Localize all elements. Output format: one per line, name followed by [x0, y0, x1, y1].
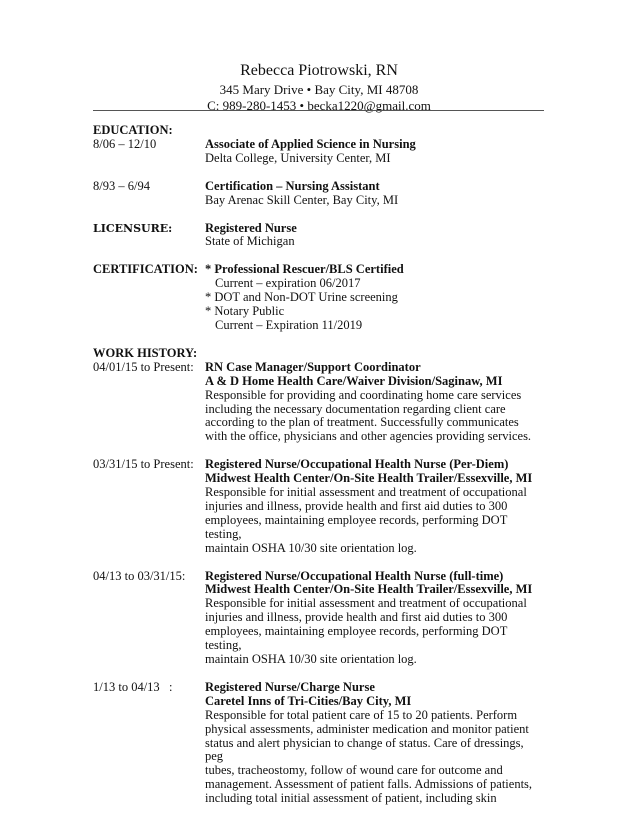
license-place: State of Michigan	[205, 234, 295, 249]
job-desc-line: according to the plan of treatment. Successfully communicates	[205, 415, 519, 430]
job-title: Registered Nurse/Occupational Health Nurse (Per-Diem)	[205, 457, 509, 472]
licensure-heading: LICENSURE:	[93, 221, 173, 235]
job-entry	[93, 570, 544, 667]
entry-place: Delta College, University Center, MI	[205, 150, 391, 165]
job-desc-line: Responsible for providing and coordinating home care services	[205, 387, 522, 402]
job-desc-line: maintain OSHA 10/30 site orientation log.	[205, 652, 417, 666]
job-entry	[93, 681, 544, 806]
entry-dates: 8/06 – 12/10	[93, 136, 157, 151]
job-desc-line: with the office, physicians and other agencies providing services.	[205, 429, 532, 444]
address-line: 345 Mary Drive • Bay City, MI 48708	[219, 82, 419, 97]
job-dates: 1/13 to 04/13 :	[93, 679, 173, 694]
entry-dates: 8/93 – 6/94	[93, 178, 150, 193]
job-title: Registered Nurse/Charge Nurse	[205, 679, 375, 694]
certification-section	[93, 263, 544, 333]
job-employer: A & D Home Health Care/Waiver Division/Saginaw, MI	[205, 373, 503, 388]
job-desc-line: management. Assessment of patient falls. Admissions of patients,	[205, 777, 533, 792]
resume-header	[0, 60, 638, 114]
cert-line: Current – expiration 06/2017	[215, 276, 361, 291]
job-employer: Caretel Inns of Tri-Cities/Bay City, MI	[205, 693, 412, 708]
cert-line: * DOT and Non-DOT Urine screening	[205, 290, 398, 305]
job-dates: 03/31/15 to Present:	[93, 457, 194, 472]
contact-line: C: 989-280-1453 • becka1220@gmail.com	[207, 98, 431, 113]
license-title: Registered Nurse	[205, 220, 297, 235]
job-dates: 04/13 to 03/31/15:	[93, 568, 186, 583]
job-desc-line: Responsible for initial assessment and treatment of occupational	[205, 596, 527, 611]
job-desc-line: maintain OSHA 10/30 site orientation log.	[205, 540, 417, 555]
cert-line: * Notary Public	[205, 304, 285, 319]
job-dates: 04/01/15 to Present:	[93, 359, 194, 374]
job-desc-line: physical assessments, administer medication and monitor patient	[205, 721, 529, 736]
job-title: Registered Nurse/Occupational Health Nurse (full-time)	[205, 568, 504, 583]
candidate-name: Rebecca Piotrowski, RN	[240, 62, 398, 79]
job-desc-line: injuries and illness, provide health and first aid duties to 300	[205, 610, 508, 625]
resume-body	[93, 124, 544, 806]
job-desc-line: including the necessary documentation regarding client care	[205, 401, 506, 416]
cert-line: * Professional Rescuer/BLS Certified	[205, 262, 404, 277]
work-history-heading: WORK HISTORY:	[93, 345, 198, 360]
entry-title: Associate of Applied Science in Nursing	[205, 136, 416, 151]
education-entry	[93, 180, 544, 208]
entry-title: Certification – Nursing Assistant	[205, 178, 380, 193]
job-title: RN Case Manager/Support Coordinator	[205, 359, 421, 374]
job-desc-line: status and alert physician to change of status. Care of dressings, peg	[205, 735, 524, 764]
entry-place: Bay Arenac Skill Center, Bay City, MI	[205, 192, 399, 207]
education-entry	[93, 138, 544, 166]
job-desc-line: tubes, tracheostomy, follow of wound care for outcome and	[205, 763, 503, 778]
job-entry	[93, 361, 544, 444]
licensure-section	[93, 222, 544, 250]
job-desc-line: including total initial assessment of patient, including skin	[205, 791, 497, 806]
job-desc-line: Responsible for total patient care of 15 to 20 patients. Perform	[205, 707, 518, 722]
education-heading: EDUCATION:	[93, 123, 173, 137]
job-desc-line: Responsible for initial assessment and treatment of occupational	[205, 485, 527, 500]
header-divider	[93, 110, 544, 111]
job-entry	[93, 458, 544, 555]
certification-heading: CERTIFICATION:	[93, 262, 198, 277]
job-employer: Midwest Health Center/On-Site Health Trailer/Essexville, MI	[205, 471, 533, 486]
job-desc-line: employees, maintaining employee records, performing DOT testing,	[205, 512, 508, 541]
cert-line: Current – Expiration 11/2019	[215, 317, 363, 332]
job-desc-line: employees, maintaining employee records, performing DOT testing,	[205, 624, 508, 653]
job-employer: Midwest Health Center/On-Site Health Trailer/Essexville, MI	[205, 582, 533, 597]
job-desc-line: injuries and illness, provide health and first aid duties to 300	[205, 498, 508, 513]
